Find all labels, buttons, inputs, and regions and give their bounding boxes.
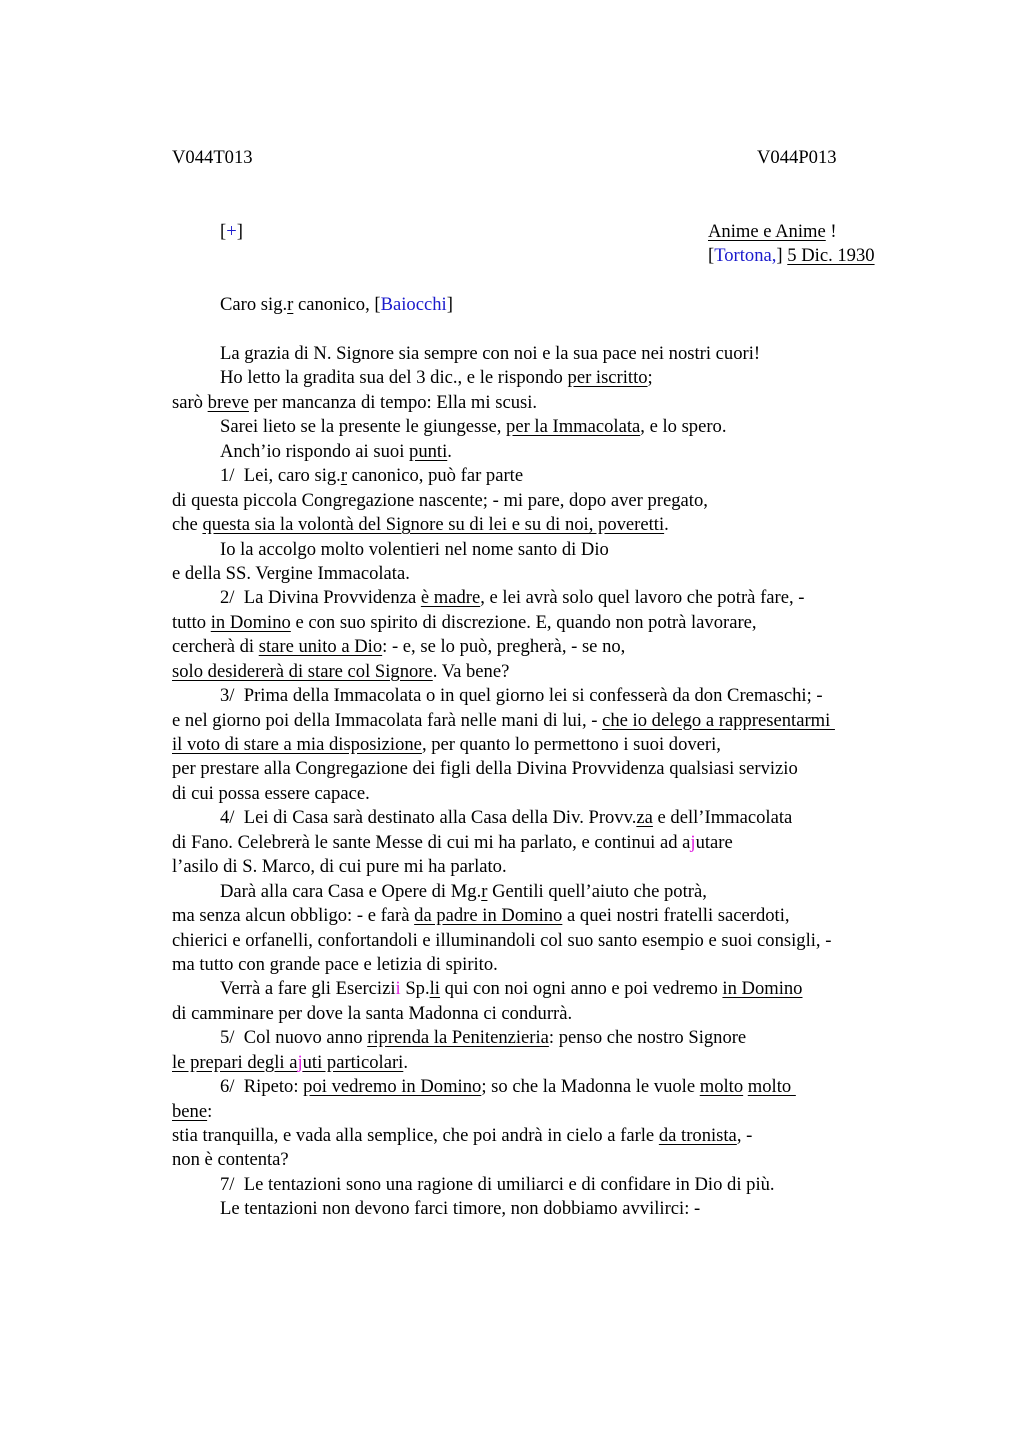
underlined-text: in Domino (210, 611, 291, 633)
underlined-text: bene (172, 1100, 208, 1122)
body-text: 7/ Le tentazioni sono una ragione di umiliarci e di confidare in Dio di più. (220, 1173, 775, 1195)
body-text: stia tranquilla, e vada alla semplice, che poi andrà in cielo a farle (172, 1125, 659, 1146)
underlined-text: questa sia la volontà del Signore su di lei e su di noi, poveretti (202, 514, 665, 536)
letter-body (172, 342, 932, 1222)
body-text: cercherà di (172, 636, 259, 658)
bracket: ] (236, 221, 243, 242)
body-line (172, 1051, 932, 1075)
body-line (172, 1148, 932, 1172)
body-text: canonico, può far parte (347, 465, 524, 487)
underlined-text: da tronista (658, 1125, 737, 1146)
body-text: : penso che nostro Signore (548, 1027, 747, 1049)
underlined-text: riprenda la Penitenzieria (367, 1027, 549, 1049)
body-line (172, 929, 932, 953)
body-line (172, 733, 932, 757)
body-text: utare (695, 831, 733, 853)
underlined-text: poi vedremo in Domino (303, 1076, 482, 1098)
body-line (172, 440, 932, 464)
body-line (172, 953, 932, 977)
salutation-text: canonico, [ (293, 294, 381, 315)
place-name: Tortona, (714, 245, 777, 266)
body-line (172, 880, 932, 904)
body-line (172, 1026, 932, 1050)
body-line (172, 1173, 932, 1197)
body-text: l’asilo di S. Marco, di cui pure mi ha parlato. (172, 856, 507, 878)
underlined-text: solo desidererà di stare col Signore (172, 660, 433, 682)
body-text: Gentili quell’aiuto che potrà, (487, 880, 707, 902)
underlined-text: che io delego a rappresentarmi (602, 709, 835, 731)
body-text: 1/ Lei, caro sig. (220, 465, 341, 487)
body-text: di camminare per dove la santa Madonna ci condurrà. (172, 1002, 573, 1024)
underlined-text: uti particolari (302, 1051, 404, 1073)
recipient-name: Baiocchi (380, 294, 447, 315)
body-text: di cui possa essere capace. (172, 782, 370, 804)
body-text: La grazia di N. Signore sia sempre con noi e la sua pace nei nostri cuori! (220, 343, 761, 364)
body-text: che (172, 514, 203, 536)
underlined-text: stare unito a Dio (258, 636, 383, 658)
body-text: tutto (172, 611, 211, 633)
underlined-text: li (429, 978, 440, 1000)
body-text: , per quanto lo permettono i suoi doveri, (421, 734, 721, 755)
body-text: per prestare alla Congregazione dei figli della Divina Provvidenza qualsiasi servizio (172, 758, 798, 780)
body-line (172, 415, 932, 439)
body-line (172, 464, 932, 488)
salutation-text: ] (446, 294, 453, 315)
body-text: Io la accolgo molto volentieri nel nome santo di Dio (220, 538, 609, 560)
body-line (172, 684, 932, 708)
body-line (172, 342, 932, 366)
document-code-right: V044P013 (757, 147, 837, 168)
body-text: qui con noi ogni anno e poi vedremo (439, 978, 723, 1000)
letter-date: 5 Dic. 1930 (787, 245, 875, 266)
salutation-superscript: r (287, 294, 294, 315)
body-line (172, 904, 932, 928)
body-line (172, 1197, 932, 1221)
underlined-text: per iscritto (567, 367, 648, 389)
body-text: , e lo spero. (640, 416, 727, 438)
body-text: Ho letto la gradita sua del 3 dic., e le rispondo (220, 367, 568, 389)
body-text: , - (736, 1125, 753, 1146)
place-date (708, 244, 875, 268)
body-line (172, 391, 932, 415)
body-text: : (207, 1100, 213, 1122)
underlined-text: il voto di stare a mia disposizione (172, 734, 422, 755)
letter-title (708, 220, 837, 244)
body-text: ma senza alcun obbligo: - e farà (172, 905, 415, 927)
title-punct: ! (825, 221, 837, 242)
body-line (172, 782, 932, 806)
underlined-text: r (481, 880, 488, 902)
document-code-left: V044T013 (172, 147, 253, 168)
body-line (172, 1124, 932, 1148)
body-text: e nel giorno poi della Immacolata farà nelle mani di lui, - (172, 709, 603, 731)
body-line (172, 513, 932, 537)
body-text: sarò (172, 391, 208, 413)
corrected-letter: i (395, 978, 401, 1000)
body-text: e dell’Immacolata (652, 807, 793, 829)
body-line (172, 1075, 932, 1099)
underlined-text: in Domino (722, 978, 803, 1000)
body-text: 6/ Ripeto: (220, 1076, 304, 1098)
body-line (172, 757, 932, 781)
body-text: , e lei avrà solo quel lavoro che potrà fare, - (480, 587, 805, 609)
body-text: . Va bene? (432, 660, 510, 682)
body-text: a quei nostri fratelli sacerdoti, (562, 905, 790, 927)
cross-mark (220, 220, 243, 244)
cross-symbol: + (226, 221, 237, 242)
body-line (172, 366, 932, 390)
body-text: e della SS. Vergine Immacolata. (172, 562, 410, 584)
body-line (172, 635, 932, 659)
corrected-letter: j (690, 831, 696, 853)
body-text: di Fano. Celebrerà le sante Messe di cui mi ha parlato, e continui ad a (172, 831, 691, 853)
body-text: non è contenta? (172, 1149, 289, 1171)
body-text: ; (647, 367, 653, 389)
body-line (172, 586, 932, 610)
underlined-text: è madre (420, 587, 481, 609)
body-text: : - e, se lo può, pregherà, - se no, (382, 636, 626, 658)
underlined-text: r (340, 465, 348, 487)
underlined-text: za (636, 807, 653, 829)
body-text: Le tentazioni non devono farci timore, non dobbiamo avvilirci: - (220, 1198, 701, 1220)
body-line (172, 660, 932, 684)
underlined-text: molto (699, 1076, 744, 1098)
body-line (172, 855, 932, 879)
body-text: Anch’io rispondo ai suoi (220, 440, 410, 462)
bracket: ] (776, 245, 783, 266)
body-text: Verrà a fare gli Esercizi (220, 978, 396, 1000)
title-text: Anime e Anime (708, 221, 826, 242)
body-line (172, 611, 932, 635)
bracket: [ (708, 245, 715, 266)
underlined-text: j (297, 1051, 303, 1073)
body-text: Darà alla cara Casa e Opere di Mg. (220, 880, 482, 902)
body-line (172, 1002, 932, 1026)
body-text: e con suo spirito di discrezione. E, quando non potrà lavorare, (290, 611, 757, 633)
body-text: . (447, 440, 452, 462)
body-line (172, 831, 932, 855)
body-line (172, 806, 932, 830)
salutation-text: Caro sig. (220, 294, 288, 315)
underlined-text: per la Immacolata (506, 416, 641, 438)
underlined-text: punti (409, 440, 448, 462)
body-text: . (403, 1051, 408, 1073)
body-text: chierici e orfanelli, confortandoli e illuminandoli col suo santo esempio e suoi consigli, - (172, 929, 832, 951)
salutation (220, 293, 453, 317)
body-line (172, 709, 932, 733)
body-text: Sp. (400, 978, 430, 1000)
body-text: . (664, 514, 669, 536)
underlined-text: breve (207, 391, 249, 413)
body-line (172, 977, 932, 1001)
body-text: 3/ Prima della Immacolata o in quel giorno lei si confesserà da don Cremaschi; - (220, 685, 823, 707)
underlined-text: le prepari degli a (172, 1051, 298, 1073)
body-line (172, 538, 932, 562)
body-text: ma tutto con grande pace e letizia di spirito. (172, 953, 498, 975)
body-text: di questa piccola Congregazione nascente; - mi pare, dopo aver pregato, (172, 489, 708, 511)
body-text: 2/ La Divina Provvidenza (220, 587, 421, 609)
body-text: 5/ Col nuovo anno (220, 1027, 368, 1049)
body-text: Sarei lieto se la presente le giungesse, (220, 416, 507, 438)
body-line (172, 562, 932, 586)
body-text: 4/ Lei di Casa sarà destinato alla Casa della Div. Provv. (220, 807, 637, 829)
bracket: [ (220, 221, 227, 242)
body-line (172, 489, 932, 513)
body-text: ; so che la Madonna le vuole (481, 1076, 700, 1098)
body-line (172, 1100, 932, 1124)
underlined-text: molto (747, 1076, 796, 1098)
body-text: per mancanza di tempo: Ella mi scusi. (248, 391, 538, 413)
underlined-text: da padre in Domino (414, 905, 563, 927)
